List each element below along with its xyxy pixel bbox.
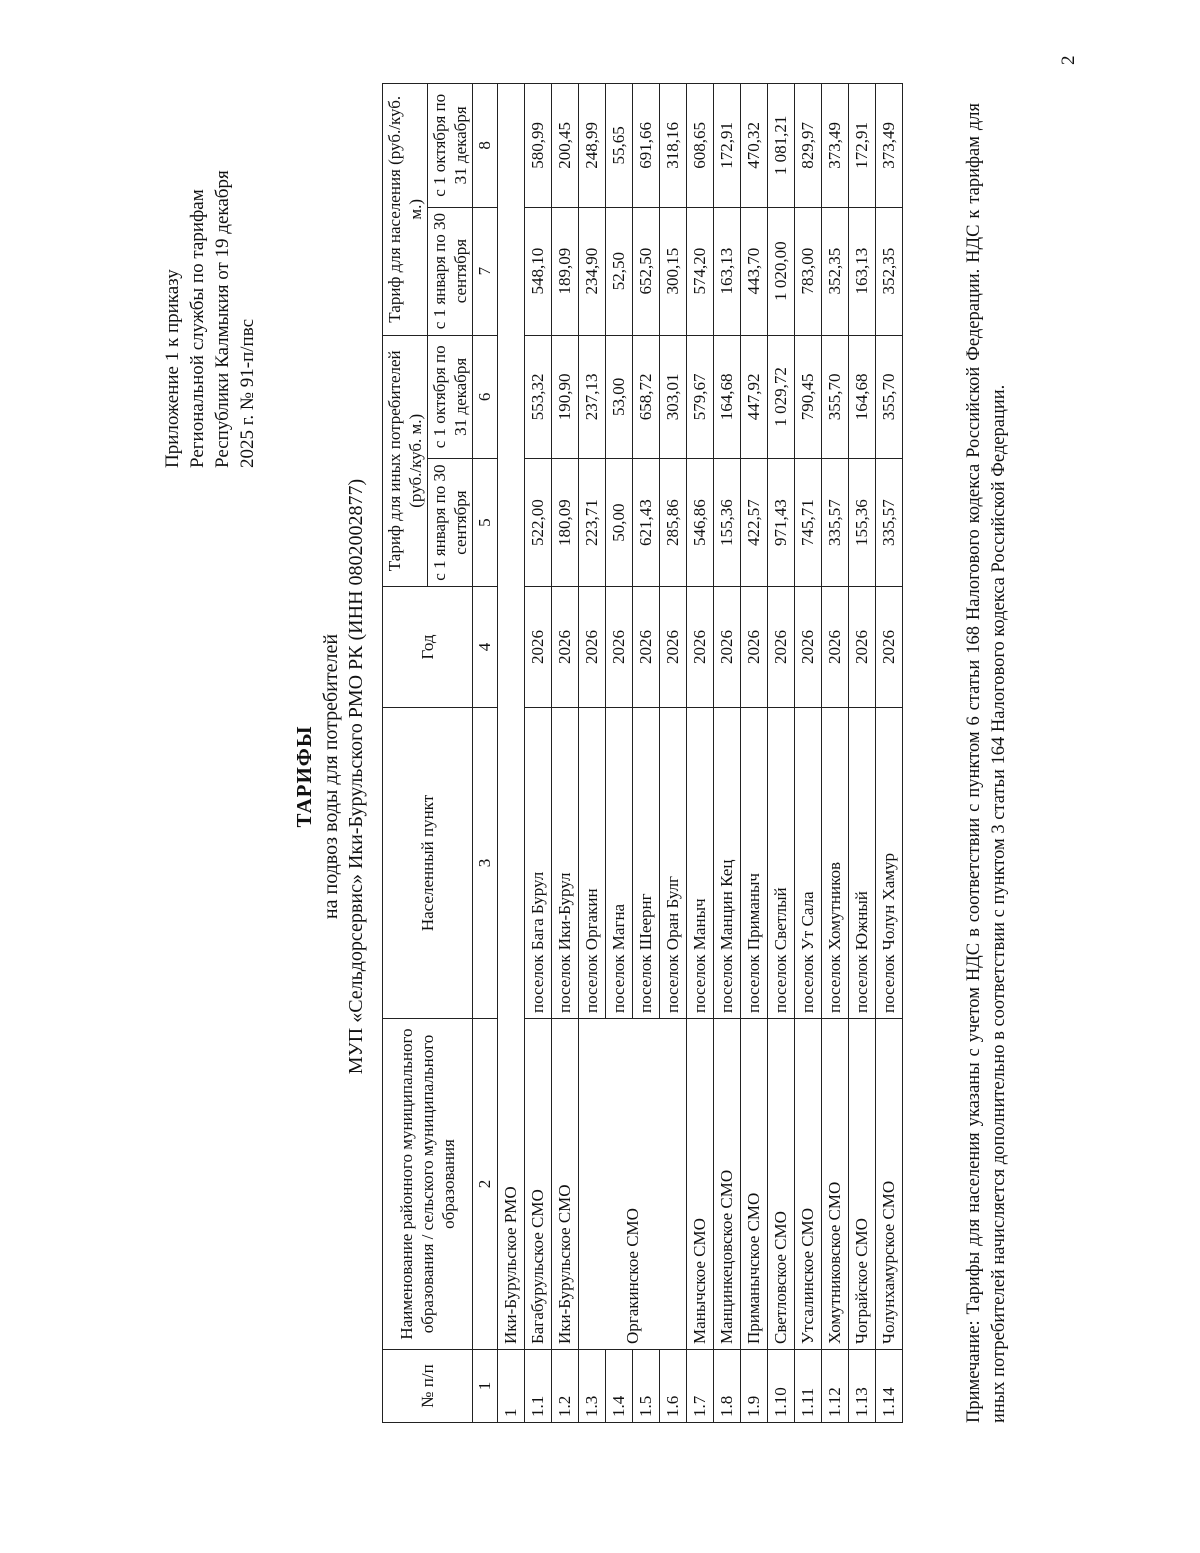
row-number: 1.1 [525, 1350, 552, 1423]
locality-cell: поселок Ут Сала [795, 708, 822, 1019]
tariff-other-oct-dec: 579,67 [687, 335, 714, 459]
column-index: 8 [473, 84, 498, 208]
tariff-other-jan-sep: 422,57 [741, 459, 768, 587]
tariff-population-oct-dec: 172,91 [714, 84, 741, 208]
municipality-cell: Ики-Бурульское СМО [552, 1019, 579, 1350]
page-number: 2 [1058, 55, 1079, 65]
header-no: № п/п [383, 1350, 473, 1423]
tariff-population-jan-sep: 783,00 [795, 207, 822, 335]
tariff-other-jan-sep: 50,00 [606, 459, 633, 587]
appendix-block [160, 48, 260, 468]
tariff-other-oct-dec: 164,68 [849, 335, 876, 459]
locality-cell: поселок Светлый [768, 708, 795, 1019]
tariff-population-jan-sep: 548,10 [525, 207, 552, 335]
year-cell: 2026 [876, 587, 903, 708]
year-cell: 2026 [768, 587, 795, 708]
locality-cell: поселок Магна [606, 708, 633, 1019]
tariff-population-oct-dec: 373,49 [822, 84, 849, 208]
tariffs-table [382, 83, 903, 1423]
tariff-population-oct-dec: 318,16 [660, 84, 687, 208]
year-cell: 2026 [741, 587, 768, 708]
tariff-other-oct-dec: 237,13 [579, 335, 606, 459]
row-number: 1.5 [633, 1350, 660, 1423]
table-row [579, 84, 606, 1423]
tariff-other-oct-dec: 790,45 [795, 335, 822, 459]
year-cell: 2026 [606, 587, 633, 708]
header-year: Год [383, 587, 473, 708]
municipality-cell: Приманычское СМО [741, 1019, 768, 1350]
municipality-cell: Багабурульское СМО [525, 1019, 552, 1350]
column-index: 5 [473, 459, 498, 587]
section-name: Ики-Бурульское РМО [498, 84, 525, 1350]
year-cell: 2026 [579, 587, 606, 708]
locality-cell: поселок Бага Бурул [525, 708, 552, 1019]
tariff-other-jan-sep: 285,86 [660, 459, 687, 587]
header-municipality: Наименование районного муниципального образования / сельского муниципального образования [383, 1019, 473, 1350]
tariff-other-oct-dec: 1 029,72 [768, 335, 795, 459]
table-row [876, 84, 903, 1423]
tariff-population-jan-sep: 300,15 [660, 207, 687, 335]
column-index: 7 [473, 207, 498, 335]
row-number: 1.13 [849, 1350, 876, 1423]
header-period-oct-dec: с 1 октября по 31 декабря [428, 335, 473, 459]
table-row [741, 84, 768, 1423]
tariff-other-oct-dec: 447,92 [741, 335, 768, 459]
column-index-row [473, 84, 498, 1423]
tariff-population-jan-sep: 652,50 [633, 207, 660, 335]
tariff-other-jan-sep: 522,00 [525, 459, 552, 587]
table-row [768, 84, 795, 1423]
appendix-line: 2025 г. № 91-п/пвс [237, 318, 258, 468]
tariff-other-jan-sep: 180,09 [552, 459, 579, 587]
tariff-population-jan-sep: 52,50 [606, 207, 633, 335]
municipality-cell: Хомутниковское СМО [822, 1019, 849, 1350]
year-cell: 2026 [795, 587, 822, 708]
table-row [822, 84, 849, 1423]
tariff-population-oct-dec: 200,45 [552, 84, 579, 208]
municipality-cell: Светловское СМО [768, 1019, 795, 1350]
column-index: 1 [473, 1350, 498, 1423]
table-body [473, 84, 903, 1423]
header-other-consumers: Тариф для иных потребителей (руб./куб. м.) [383, 335, 428, 586]
document-subtitle-organization: МУП «Сельдорсервис» Ики-Бурульского РМО РК (ИНН 0802002877) [345, 478, 367, 1075]
row-number: 1.7 [687, 1350, 714, 1423]
tariff-population-jan-sep: 189,09 [552, 207, 579, 335]
row-number: 1.14 [876, 1350, 903, 1423]
row-number: 1.11 [795, 1350, 822, 1423]
locality-cell: поселок Приманыч [741, 708, 768, 1019]
municipality-cell: Оргакинское СМО [579, 1019, 687, 1350]
locality-cell: поселок Южный [849, 708, 876, 1019]
table-row [849, 84, 876, 1423]
table-row [525, 84, 552, 1423]
year-cell: 2026 [714, 587, 741, 708]
tariff-other-jan-sep: 546,86 [687, 459, 714, 587]
header-period-jan-sep: с 1 января по 30 сентября [428, 459, 473, 587]
appendix-line: Республики Калмыкия от 19 декабря [212, 170, 233, 468]
locality-cell: поселок Шеернг [633, 708, 660, 1019]
locality-cell: поселок Чолун Хамур [876, 708, 903, 1019]
table-row [714, 84, 741, 1423]
header-population: Тариф для населения (руб./куб. м.) [383, 84, 428, 336]
municipality-cell: Манцинкецовское СМО [714, 1019, 741, 1350]
tariff-other-oct-dec: 53,00 [606, 335, 633, 459]
tariff-population-jan-sep: 1 020,00 [768, 207, 795, 335]
section-number: 1 [498, 1350, 525, 1423]
row-number: 1.4 [606, 1350, 633, 1423]
tariff-other-jan-sep: 621,43 [633, 459, 660, 587]
year-cell: 2026 [660, 587, 687, 708]
column-index: 3 [473, 708, 498, 1019]
tariff-other-jan-sep: 335,57 [876, 459, 903, 587]
row-number: 1.2 [552, 1350, 579, 1423]
municipality-cell: Манычское СМО [687, 1019, 714, 1350]
tariff-population-oct-dec: 470,32 [741, 84, 768, 208]
tariff-other-oct-dec: 658,72 [633, 335, 660, 459]
appendix-line: Региональной службы по тарифам [187, 189, 208, 468]
row-number: 1.8 [714, 1350, 741, 1423]
tariff-other-oct-dec: 164,68 [714, 335, 741, 459]
tariff-population-jan-sep: 443,70 [741, 207, 768, 335]
locality-cell: поселок Оргакин [579, 708, 606, 1019]
year-cell: 2026 [822, 587, 849, 708]
locality-cell: поселок Оран Булг [660, 708, 687, 1019]
section-row [498, 84, 525, 1423]
locality-cell: поселок Маныч [687, 708, 714, 1019]
tariff-population-oct-dec: 55,65 [606, 84, 633, 208]
year-cell: 2026 [633, 587, 660, 708]
year-cell: 2026 [687, 587, 714, 708]
tariff-other-oct-dec: 355,70 [876, 335, 903, 459]
municipality-cell: Чограйское СМО [849, 1019, 876, 1350]
tariff-population-jan-sep: 574,20 [687, 207, 714, 335]
column-index: 2 [473, 1019, 498, 1350]
tariff-other-jan-sep: 745,71 [795, 459, 822, 587]
tariff-other-jan-sep: 155,36 [714, 459, 741, 587]
header-period-jan-sep: с 1 января по 30 сентября [428, 207, 473, 335]
row-number: 1.10 [768, 1350, 795, 1423]
tariff-other-jan-sep: 155,36 [849, 459, 876, 587]
appendix-line: Приложение 1 к приказу [162, 269, 183, 468]
row-number: 1.3 [579, 1350, 606, 1423]
header-locality: Населенный пункт [383, 708, 473, 1019]
header-period-oct-dec: с 1 октября по 31 декабря [428, 84, 473, 208]
municipality-cell: Чолунхамурское СМО [876, 1019, 903, 1350]
tariff-other-oct-dec: 303,01 [660, 335, 687, 459]
tariff-population-oct-dec: 373,49 [876, 84, 903, 208]
tariff-population-oct-dec: 829,97 [795, 84, 822, 208]
tariff-population-oct-dec: 691,66 [633, 84, 660, 208]
row-number: 1.6 [660, 1350, 687, 1423]
municipality-cell: Утсалинское СМО [795, 1019, 822, 1350]
tariff-other-oct-dec: 553,32 [525, 335, 552, 459]
locality-cell: поселок Ики-Бурул [552, 708, 579, 1019]
tariff-other-oct-dec: 190,90 [552, 335, 579, 459]
row-number: 1.12 [822, 1350, 849, 1423]
column-index: 4 [473, 587, 498, 708]
year-cell: 2026 [525, 587, 552, 708]
row-number: 1.9 [741, 1350, 768, 1423]
tariff-other-jan-sep: 223,71 [579, 459, 606, 587]
locality-cell: поселок Манцин Кец [714, 708, 741, 1019]
note-paragraph: Примечание: Тарифы для населения указаны с учетом НДС в соответствии с пунктом 6 статьи 168 Налогового кодекса Российской Федерации. НДС к тарифам для иных потребителей начисляется дополнительно в соответствии с пунктом 3 статьи 164 Налогового кодекса Российской Федерации. [964, 103, 1009, 1423]
year-cell: 2026 [849, 587, 876, 708]
locality-cell: поселок Хомутников [822, 708, 849, 1019]
column-index: 6 [473, 335, 498, 459]
tariff-population-jan-sep: 352,35 [876, 207, 903, 335]
tariff-population-oct-dec: 1 081,21 [768, 84, 795, 208]
table-row [795, 84, 822, 1423]
tariff-population-oct-dec: 608,65 [687, 84, 714, 208]
year-cell: 2026 [552, 587, 579, 708]
tariff-population-jan-sep: 163,13 [849, 207, 876, 335]
document-subtitle: на подвоз воды для потребителей [320, 633, 342, 920]
table-row [552, 84, 579, 1423]
tariff-population-jan-sep: 234,90 [579, 207, 606, 335]
tariff-population-jan-sep: 352,35 [822, 207, 849, 335]
tariff-population-jan-sep: 163,13 [714, 207, 741, 335]
tariff-population-oct-dec: 248,99 [579, 84, 606, 208]
tariff-other-jan-sep: 335,57 [822, 459, 849, 587]
document-title: ТАРИФЫ [292, 725, 316, 828]
tariff-population-oct-dec: 580,99 [525, 84, 552, 208]
tariff-other-jan-sep: 971,43 [768, 459, 795, 587]
table-row [687, 84, 714, 1423]
tariff-other-oct-dec: 355,70 [822, 335, 849, 459]
tariff-population-oct-dec: 172,91 [849, 84, 876, 208]
